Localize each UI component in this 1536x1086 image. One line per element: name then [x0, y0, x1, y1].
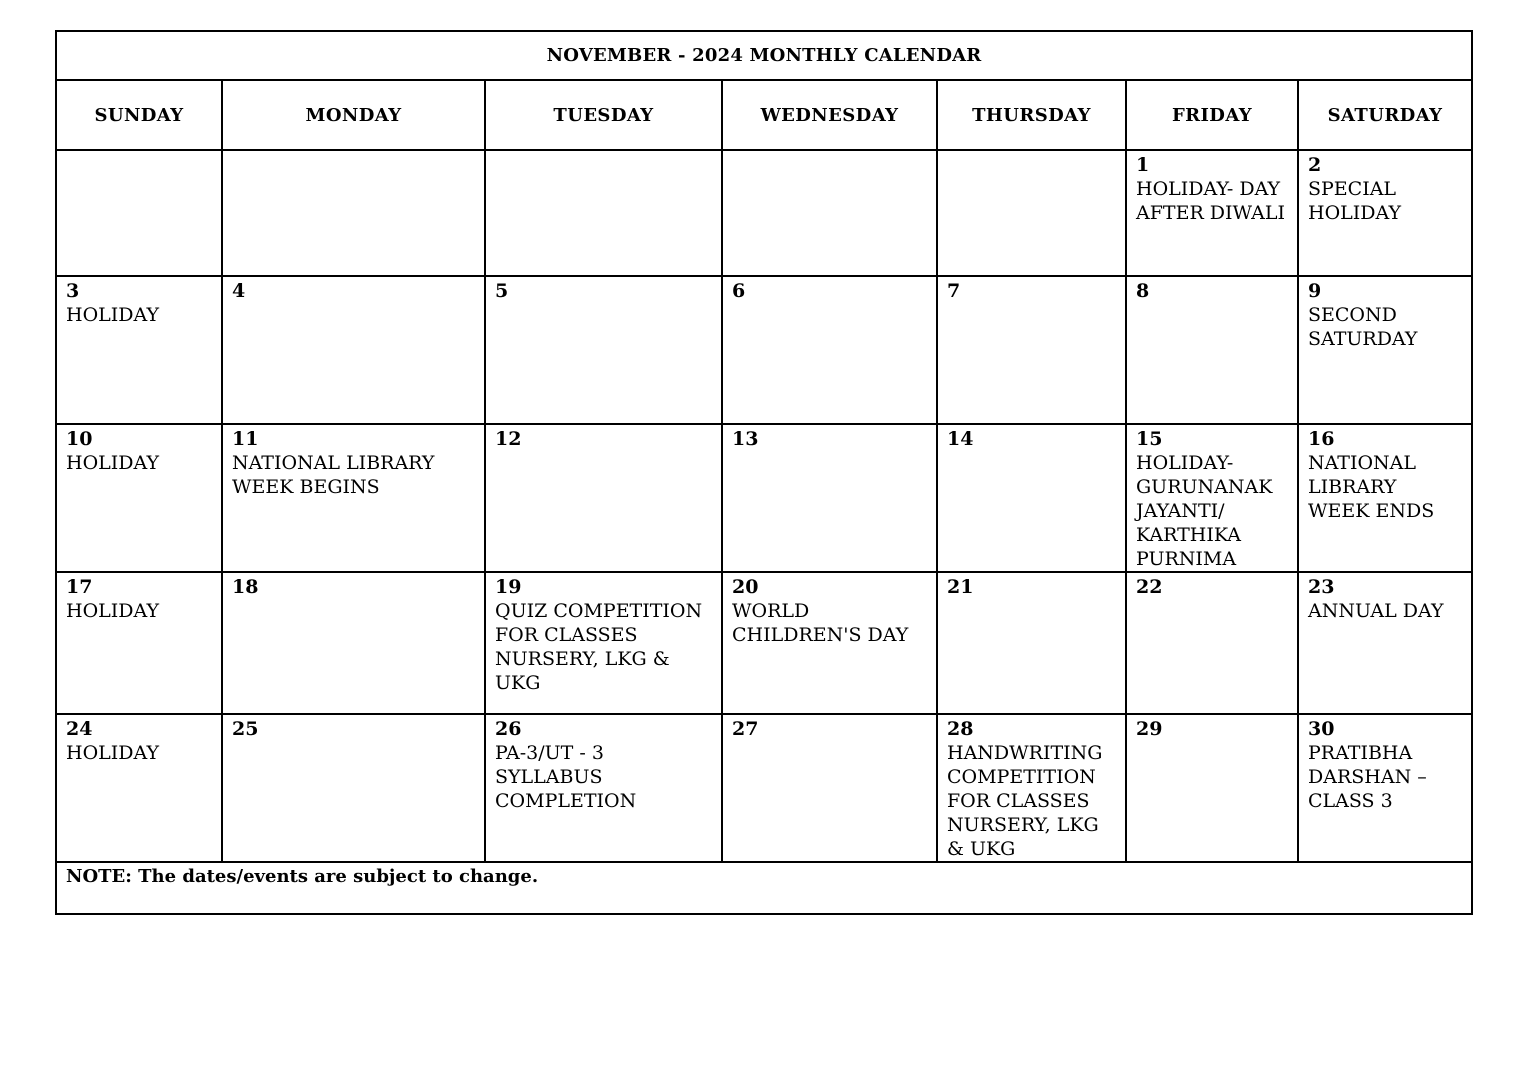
date-number: 30	[1308, 718, 1335, 740]
day-cell	[937, 276, 1126, 424]
day-cell	[1298, 424, 1472, 572]
day-cell	[56, 150, 222, 276]
day-cell	[485, 276, 722, 424]
day-cell	[222, 714, 485, 862]
date-number: 12	[495, 428, 522, 450]
date-number: 5	[495, 280, 509, 302]
day-cell	[1298, 150, 1472, 276]
day-cell	[722, 714, 937, 862]
day-cell	[56, 424, 222, 572]
monthly-calendar	[55, 30, 1473, 915]
date-number: 8	[1136, 280, 1150, 302]
date-number: 15	[1136, 428, 1163, 450]
day-cell	[937, 424, 1126, 572]
day-cell	[485, 150, 722, 276]
date-number: 17	[66, 576, 93, 598]
day-cell	[722, 572, 937, 714]
calendar-title: NOVEMBER - 2024 MONTHLY CALENDAR	[56, 31, 1472, 80]
event-text: SECOND SATURDAY	[1308, 304, 1418, 350]
day-cell	[56, 572, 222, 714]
event-text: SPECIAL HOLIDAY	[1308, 178, 1401, 224]
date-number: 19	[495, 576, 522, 598]
date-number: 29	[1136, 718, 1163, 740]
event-text: HANDWRITING COMPETITION FOR CLASSES NURSERY, LKG & UKG	[947, 742, 1103, 860]
day-cell	[937, 150, 1126, 276]
date-number: 24	[66, 718, 93, 740]
day-cell	[222, 150, 485, 276]
date-number: 14	[947, 428, 974, 450]
day-cell	[485, 714, 722, 862]
event-text: WORLD CHILDREN'S DAY	[732, 600, 909, 646]
day-cell	[485, 572, 722, 714]
day-cell	[222, 424, 485, 572]
date-number: 26	[495, 718, 522, 740]
week-row-2	[56, 276, 1472, 424]
day-cell	[222, 572, 485, 714]
event-text: HOLIDAY- GURUNANAK JAYANTI/ KARTHIKA PURNIMA	[1136, 452, 1273, 570]
date-number: 21	[947, 576, 974, 598]
date-number: 2	[1308, 154, 1322, 176]
day-cell	[1126, 714, 1298, 862]
day-cell	[222, 276, 485, 424]
day-cell	[937, 572, 1126, 714]
header-sunday: SUNDAY	[56, 80, 222, 150]
header-thursday: THURSDAY	[937, 80, 1126, 150]
header-wednesday: WEDNESDAY	[722, 80, 937, 150]
week-row-1	[56, 150, 1472, 276]
week-row-3	[56, 424, 1472, 572]
day-cell	[485, 424, 722, 572]
date-number: 27	[732, 718, 759, 740]
date-number: 20	[732, 576, 759, 598]
day-cell	[722, 424, 937, 572]
event-text: PRATIBHA DARSHAN – CLASS 3	[1308, 742, 1427, 812]
header-friday: FRIDAY	[1126, 80, 1298, 150]
week-row-4	[56, 572, 1472, 714]
day-cell	[56, 276, 222, 424]
day-cell	[1298, 572, 1472, 714]
event-text: HOLIDAY- DAY AFTER DIWALI	[1136, 178, 1285, 224]
day-cell	[1126, 572, 1298, 714]
date-number: 3	[66, 280, 80, 302]
event-text: PA-3/UT - 3 SYLLABUS COMPLETION	[495, 742, 637, 812]
date-number: 22	[1136, 576, 1163, 598]
event-text: HOLIDAY	[66, 452, 159, 474]
event-text: QUIZ COMPETITION FOR CLASSES NURSERY, LKG & UKG	[495, 600, 703, 694]
day-cell	[937, 714, 1126, 862]
weekday-header-row	[56, 80, 1472, 150]
date-number: 13	[732, 428, 759, 450]
date-number: 11	[232, 428, 259, 450]
day-cell	[722, 276, 937, 424]
date-number: 18	[232, 576, 259, 598]
date-number: 9	[1308, 280, 1322, 302]
date-number: 16	[1308, 428, 1335, 450]
week-row-5	[56, 714, 1472, 862]
event-text: HOLIDAY	[66, 600, 159, 622]
header-tuesday: TUESDAY	[485, 80, 722, 150]
day-cell	[1126, 150, 1298, 276]
date-number: 4	[232, 280, 246, 302]
event-text: HOLIDAY	[66, 742, 159, 764]
event-text: ANNUAL DAY	[1308, 600, 1444, 622]
day-cell	[1298, 276, 1472, 424]
date-number: 1	[1136, 154, 1150, 176]
header-monday: MONDAY	[222, 80, 485, 150]
event-text: NATIONAL LIBRARY WEEK ENDS	[1308, 452, 1435, 522]
event-text: HOLIDAY	[66, 304, 159, 326]
event-text: NATIONAL LIBRARY WEEK BEGINS	[232, 452, 435, 498]
date-number: 7	[947, 280, 961, 302]
date-number: 23	[1308, 576, 1335, 598]
day-cell	[1298, 714, 1472, 862]
date-number: 6	[732, 280, 746, 302]
day-cell	[56, 714, 222, 862]
day-cell	[1126, 276, 1298, 424]
header-saturday: SATURDAY	[1298, 80, 1472, 150]
date-number: 10	[66, 428, 93, 450]
date-number: 28	[947, 718, 974, 740]
calendar-note: NOTE: The dates/events are subject to change.	[56, 862, 1472, 914]
day-cell	[722, 150, 937, 276]
date-number: 25	[232, 718, 259, 740]
day-cell	[1126, 424, 1298, 572]
